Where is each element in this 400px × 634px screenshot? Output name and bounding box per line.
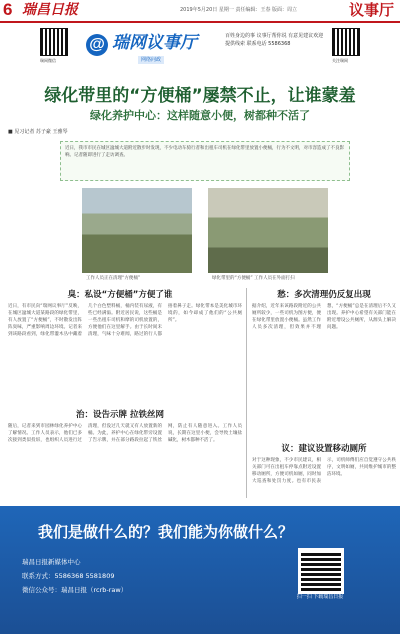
- ad-qr-caption: 扫一扫 下载瑞昌日报: [296, 594, 344, 600]
- right-qr-caption: 关注瑞网: [332, 58, 348, 63]
- banner-subtitle: 网络问政: [138, 56, 164, 64]
- page-header: [0, 0, 400, 22]
- photo-cleaning-buckets: [82, 188, 192, 273]
- section-title-2: 治：设告示牌 拉铁丝网: [76, 410, 164, 420]
- section-title-1: 臭：私设“方便桶”方便了谁: [67, 290, 173, 300]
- article-subheadline: 绿化养护中心：这样随意小便，树都种不活了: [90, 109, 310, 122]
- ad-wechat: 微信公众号：瑞昌日报（rcrb-raw）: [22, 586, 128, 594]
- article-byline: ■ 见习记者 苏子豪 王雅琴: [8, 129, 68, 135]
- ad-title: 我们是做什么的？我们能为你做什么？: [38, 523, 294, 541]
- photo1-caption: 工作人员正在清理“方便桶”: [86, 276, 141, 281]
- left-qr-caption: 瑞网微信: [40, 58, 56, 63]
- section-body-1: 近日，有市民向“瑞网议事厅”反映，在城区湓城大道某路段的绿化带里，有人放置了“方便桶”，不时散发出阵阵臭味，严重影响周边环境。记者来到该路段看到，绿化带灌木丛中藏着几个白色塑料桶，桶内装有尿液，有些已经满溢。附近居民说，这些桶是一些出租车司机和摩的司机放置的，方便他们在这里解手。由于长时间未清理，气味十分难闻，路过的行人都捂着鼻子走。绿化带本是美化城市环境的，如今却成了他们的“公共厕所”。: [8, 304, 242, 337]
- article-headline: 绿化带里的“方便桶”屡禁不止，让谁蒙羞: [44, 86, 356, 106]
- banner-title: 瑞网议事厅: [112, 33, 197, 53]
- section-title-3: 愁：多次清理仍反复出现: [277, 290, 371, 300]
- photo2-caption: 绿化带里的“方便桶” 工作人员在外面打扫: [212, 276, 295, 281]
- photo-green-belt: [208, 188, 328, 273]
- newspaper-name: 瑞昌日报: [22, 2, 78, 18]
- page-number: 6: [3, 0, 13, 19]
- at-sign-icon: @: [86, 34, 108, 56]
- section-title-4: 议：建议设置移动厕所: [281, 444, 367, 454]
- app-qr-code-icon[interactable]: [298, 548, 344, 594]
- section-body-3: 据介绍，近年来该路段附近的公共厕所较少，一些司机为图方便，便在绿化带里放置小便桶。虽然工作人员多次清理，但效果并不理想，“方便桶”总是在清理后不久又出现。养护中心希望有关部门能在附近增设公共厕所，从源头上解决问题。: [252, 304, 396, 330]
- ad-phone: 联系方式：5586368 5581809: [22, 572, 115, 580]
- forum-banner: [40, 28, 360, 76]
- media-center-ad: [0, 506, 400, 634]
- section-title: 议事厅: [348, 1, 394, 19]
- banner-description: 百姓身边的事 议事厅帮你说 有意见建议欢迎提供线索 联系电话 5586368: [225, 33, 324, 47]
- follow-qr-code-icon: [332, 28, 360, 56]
- article-intro: 近日，我市市民在城区湓城大道附近散步时发现，不少电动车骑行者和出租车司机在绿化带里放置小便桶，行为不文明，对市容造成了不良影响。记者随即进行了走访调查。: [60, 141, 350, 181]
- section-body-2: 随后，记者来到市园林绿化养护中心了解情况。工作人员表示，他们已多次接到类似投诉，也组织人员进行过清理，但没过几天就又有人放置新的桶。为此，养护中心在绿化带旁设置了告示牌，并在部分路段拉起了铁丝网，防止有人随意进入。工作人员说，长期在这里小便，会导致土壤盐碱化，树木都种不活了。: [8, 424, 242, 443]
- section-body-4: 对于这种现象，不少市民建议，相关部门可在出租车停靠点附近设置移动厕所，方便司机如厕，同时加大巡查和处罚力度。也有市民表示，司机师傅们应自觉遵守公共秩序，文明如厕，共同维护城市的整洁环境。: [252, 458, 396, 484]
- dateline: 2019年5月20日 星期一 责任编辑：王春 版面：周立: [180, 7, 298, 13]
- wechat-qr-code-icon: [40, 28, 68, 56]
- header-rule: [0, 21, 400, 23]
- column-divider: [246, 288, 247, 498]
- ad-org-name: 瑞昌日报新媒体中心: [22, 558, 81, 566]
